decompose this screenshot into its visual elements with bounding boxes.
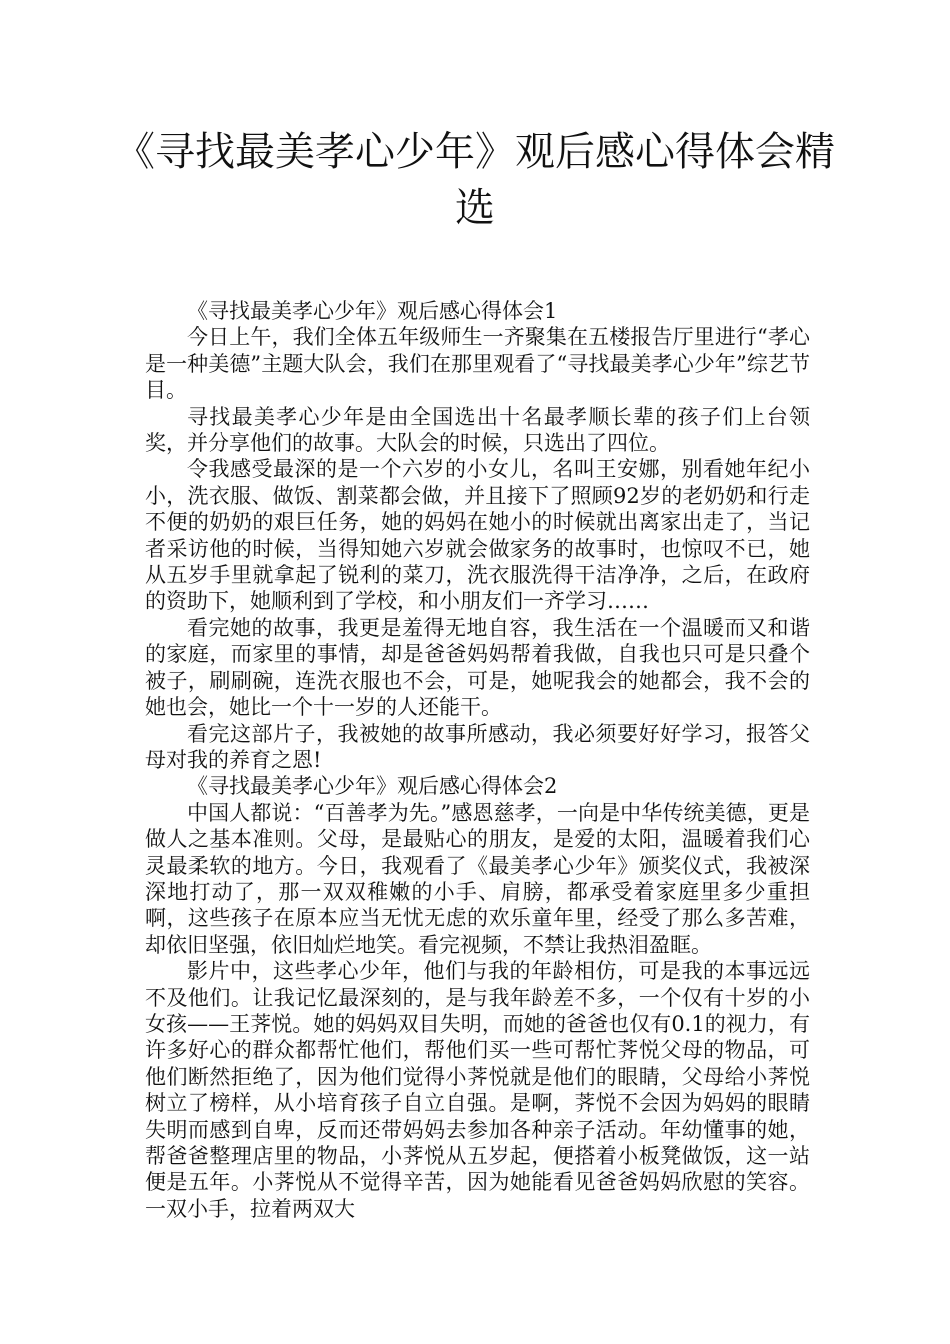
paragraph: 今日上午，我们全体五年级师生一齐聚集在五楼报告厅里进行“孝心是一种美德”主题大队会，我们在那里观看了“寻找最美孝心少年”综艺节目。	[145, 325, 810, 403]
paragraph: 看完她的故事，我更是羞得无地自容，我生活在一个温暖而又和谐的家庭，而家里的事情，却是爸爸妈妈帮着我做，自我也只可是只叠个被子，刷刷碗，连洗衣服也不会，可是，她呢我会的她都会，我不会的她也会，她比一个十一岁的人还能干。	[145, 615, 810, 720]
section-heading-2: 《寻找最美孝心少年》观后感心得体会2	[187, 774, 558, 799]
paragraph: 看完这部片子，我被她的故事所感动，我必须要好好学习，报答父母对我的养育之恩!	[145, 721, 810, 772]
document-body	[145, 298, 810, 1222]
paragraph: 中国人都说：“百善孝为先。”感恩慈孝，一向是中华传统美德，更是做人之基本准则。父母，是最贴心的朋友，是爱的太阳，温暖着我们心灵最柔软的地方。今日，我观看了《最美孝心少年》颁奖仪式，我被深深地打动了，那一双双稚嫩的小手、肩膀，都承受着家庭里多少重担啊，这些孩子在原本应当无忧无虑的欢乐童年里，经受了那么多苦难，却依旧坚强，依旧灿烂地笑。看完视频，不禁让我热泪盈眶。	[145, 800, 810, 957]
section-heading-1: 《寻找最美孝心少年》观后感心得体会1	[187, 299, 558, 323]
document-title: 《寻找最美孝心少年》观后感心得体会精选	[115, 129, 835, 231]
paragraph: 令我感受最深的是一个六岁的小女儿，名叫王安娜，别看她年纪小小，洗衣服、做饭、割菜都会做，并且接下了照顾92岁的老奶奶和行走不便的奶奶的艰巨任务，她的妈妈在她小的时候就出离家出走了，当记者采访他的时候，当得知她六岁就会做家务的故事时，也惊叹不已，她从五岁手里就拿起了锐利的菜刀，洗衣服洗得干洁净净，之后，在政府的资助下，她顺利到了学校，和小朋友们一齐学习……	[145, 457, 810, 614]
paragraph: 寻找最美孝心少年是由全国选出十名最孝顺长辈的孩子们上台领奖，并分享他们的故事。大队会的时候，只选出了四位。	[145, 404, 810, 456]
paragraph: 影片中，这些孝心少年，他们与我的年龄相仿，可是我的本事远远不及他们。让我记忆最深刻的，是与我年龄差不多，一个仅有十岁的小女孩——王荠悦。她的妈妈双目失明，而她的爸爸也仅有0.1的视力，有许多好心的群众都帮忙他们，帮他们买一些可帮忙荠悦父母的物品，可他们断然拒绝了，因为他们觉得小荠悦就是他们的眼睛，父母给小荠悦树立了榜样，从小培育孩子自立自强。是啊，荠悦不会因为妈妈的眼睛失明而感到自卑，反而还带妈妈去参加各种亲子活动。年幼懂事的她，帮爸爸整理店里的物品，小荠悦从五岁起，便搭着小板凳做饭，这一站便是五年。小荠悦从不觉得辛苦，因为她能看见爸爸妈妈欣慰的笑容。一双小手，拉着两双大	[145, 959, 810, 1221]
